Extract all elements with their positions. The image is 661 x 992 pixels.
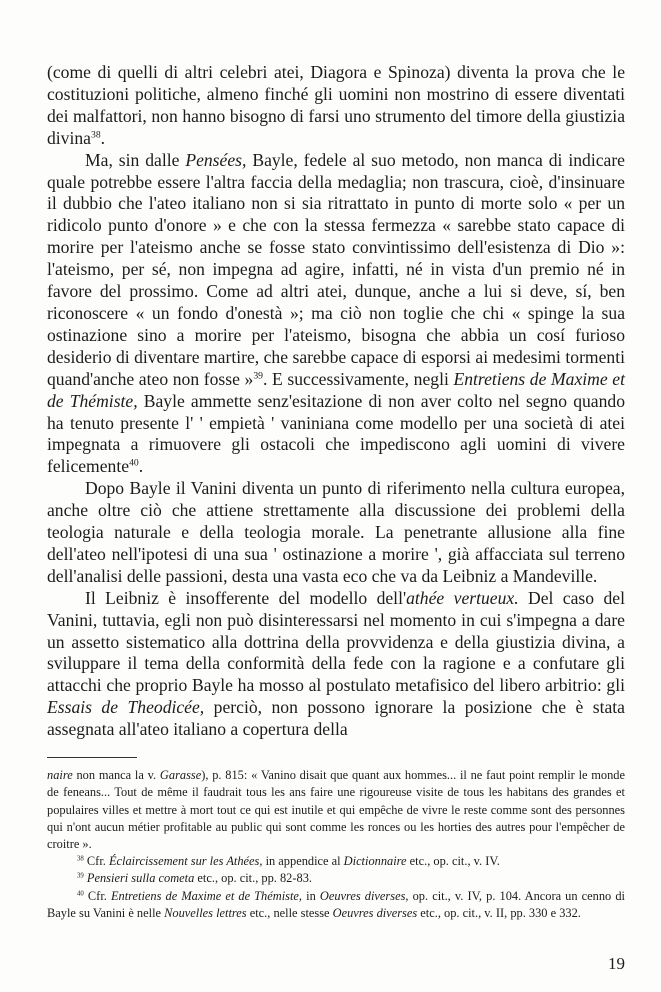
main-text (47, 62, 625, 741)
title-essais-theodicee: Essais de Theodicée, (47, 697, 205, 718)
title-entretiens: Entretiens de Maxime et de Thémiste, (47, 368, 625, 411)
footnote-39: $^{39}$ Pensieri sulla cometa etc., op. cit., pp. 82-83. (77, 871, 312, 886)
paragraph-3: Dopo Bayle il Vanini diventa un punto di riferimento nella cultura europea, anche oltre ciò che attiene strettamente alla discussione dei problemi della teologia naturale e della teologia morale. La penetrante allusione alla fine dell'ateo nell'ipotesi di una sua ' ostinazione a morire ', già affacciata sul terreno dell'analisi delle passioni, desta una vasta eco che va da Leibniz a Mandeville. (47, 478, 625, 586)
footnote-ref-39: 39 (253, 370, 264, 382)
footnotes (47, 767, 625, 922)
footnote-ref-38: 38 (90, 129, 101, 141)
footnote-divider (47, 757, 137, 758)
title-athee-vertueux: athée vertueux. (406, 587, 519, 608)
footnote-38: $^{38}$ Cfr. Éclaircissement sur les Athées, in appendice al Dictionnaire etc., op. cit., v. IV. (77, 854, 500, 869)
paragraph-4: Il Leibniz è insofferente del modello dell'athée vertueux. Del caso del Vanini, tuttavia, egli non può disinteressarsi nel momento in cui s'impegna a dare un assetto sistematico alla dottrina della provvidenza e della giustizia divina, a sviluppare il tema della conformità della fede con la ragione e a confutare gli attacchi che proprio Bayle ha mosso al postulato metafisico del libero arbitrio: gli Essais de Theodicée, perciò, non possono ignorare la posizione che è stata assegnata all'ateo italiano a copertura della (47, 587, 625, 740)
page-number: 19 (608, 954, 625, 973)
footnote-continuation: naire non manca la v. Garasse), p. 815: « Vanino disait que quant aux hommes... il ne faut point remplir le monde de feneans... Tout de même il faudrait tous les ans faire une rigoureuse visite de tous les habitans des grandes et populaires villes et mettre à mort tout ce qui est inutile et qui empêche de vivre le reste comme sont des personnes qui n'ont aucun métier profitable au public qui sont comme les ronces ou les horties des autres pour l'empêcher de croitre ». (47, 768, 626, 851)
footnote-40: $^{40}$ Cfr. Entretiens de Maxime et de Thémiste, in Oeuvres diverses, op. cit., v. IV, p. 104. Ancora un cenno di Bayle su Vanini è nelle Nouvelles lettres etc., nelle stesse Oeuvres diverses etc., op. cit., v. II, pp. 330 e 332. (47, 888, 625, 920)
paragraph-1: (come di quelli di altri celebri atei, Diagora e Spinoza) diventa la prova che le costituzioni politiche, almeno finché gli uomini non mostrino di essere diventati dei malfattori, non hanno bisogno di farsi uno strumento del timore della giustizia divina$^{38}$. (47, 62, 625, 148)
book-page (47, 62, 625, 922)
paragraph-2: Ma, sin dalle Pensées, Bayle, fedele al suo metodo, non manca di indicare quale potrebbe essere l'altra faccia della medaglia; non trascura, cioè, d'insinuare il dubbio che l'ateo italiano non si sia ritrattato in punto di morte solo « per un ridicolo punto d'onore » e che con la stessa fermezza « sarebbe stato capace di morire per l'ateismo anche se fosse stato convintissimo dell'esistenza di Dio »: l'ateismo, per sé, non impegna ad agire, infatti, né in vista d'un premio né in favore del prossimo. Come ad altri atei, dunque, anche a lui si deve, sí, ben riconoscere « un fondo d'onestà »; ma ciò non toglie che chi « spinge la sua ostinazione sino a morire per l'ateismo, bisogna che abbia un cosí furioso desiderio di diventare martire, che sarebbe capace di esporsi ai medesimi tormenti quand'anche ateo non fosse »$^{39}$. E successivamente, negli Entretiens de Maxime et de Thémiste, Bayle ammette senz'esitazione di non aver colto nel segno quando ha tenuto presente l' ' empietà ' vaniniana come modello per una società di atei impegnata a rimuovere gli ostacoli che impediscono agli uomini di vivere felicemente$^{40}$. (47, 149, 625, 477)
title-pensees: Pensées, (185, 149, 247, 170)
footnote-ref-40: 40 (129, 458, 139, 470)
